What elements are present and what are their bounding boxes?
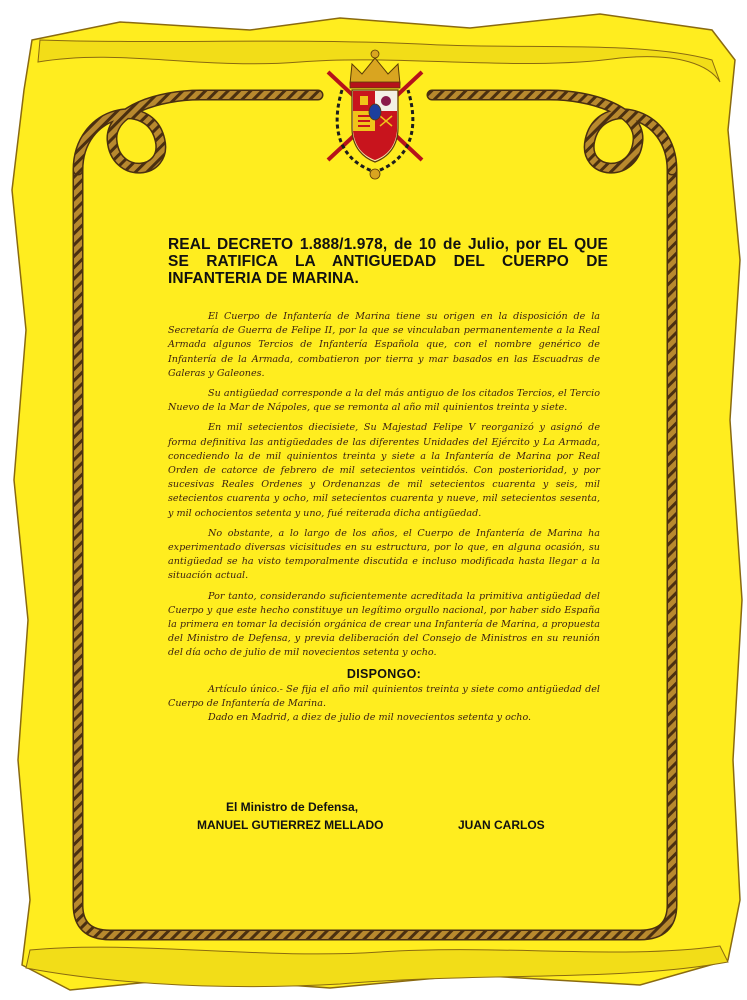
dispongo-heading: DISPONGO:: [346, 666, 422, 681]
decree-paragraph: El Cuerpo de Infantería de Marina tiene su origen en la disposición de la Secretaría de Guerra de Felipe II, por la que se vinculaban permanentemente a la Real Armada algunos Tercios de Infantería Española que, con el nombre genérico de Infantería de la Armada, combatieron por tierra y mar basados en las Escuadras de Galeras y Galeones.: [168, 311, 600, 379]
decree-title: REAL DECRETO 1.888/1.978, de 10 de Julio, por EL QUE SE RATIFICA LA ANTIGUEDAD DEL CUERPO DE INFANTERIA DE MARINA.: [168, 236, 608, 287]
minister-title: El Ministro de Defensa,: [226, 800, 359, 814]
king-signature: JUAN CARLOS: [458, 818, 545, 832]
decree-paragraph: No obstante, a lo largo de los años, el Cuerpo de Infantería de Marina ha experimentado diversas vicisitudes en su estructura, por lo que, en alguna ocasión, su antigüedad se ha visto temporalmente discutida e incluso modificada hasta llegar a la situación actual.: [168, 527, 600, 582]
decree-body: [168, 310, 600, 725]
minister-name: MANUEL GUTIERREZ MELLADO: [197, 818, 384, 832]
decree-paragraph: Por tanto, considerando suficientemente acreditada la primitiva antigüedad del Cuerpo y que este hecho constituye un legítimo orgullo nacional, por haber sido España la primera en tomar la decisión orgánica de crear una Infantería de Marina, a propuesta del Ministro de Defensa, y previa deliberación del Consejo de Ministros en su reunión del día ocho de julio de mil novecientos setenta y ocho.: [168, 590, 600, 659]
decree-paragraph: Su antigüedad corresponde a la del más antiguo de los citados Tercios, el Tercio Nuevo de la Mar de Nápoles, que se remonta al año mil quinientos treinta y siete.: [168, 388, 600, 414]
closing-line: Dado en Madrid, a diez de julio de mil novecientos setenta y ocho.: [208, 712, 532, 724]
decree-paragraph: En mil setecientos diecisiete, Su Majestad Felipe V reorganizó y asignó de forma definitiva las antigüedades de las diferentes Unidades del Ejército y La Armada, concediendo la de mil quinientos treinta y siete a la Infantería de Marina por Real Orden de catorce de febrero de mil setecientos veintidós. Con posterioridad, y por sucesivas Reales Ordenes y Ordenanzas de mil setecientos cuarenta y seis, mil setecientos cuarenta y ocho, mil setecientos cuarenta y nueve, mil setecientos sesenta, y mil ochocientos setenta y uno, fué reiterada dicha antigüedad.: [168, 422, 600, 519]
article-unico: Artículo único.- Se fija el año mil quinientos treinta y siete como antigüedad del Cuerpo de Infantería de Marina.: [168, 683, 600, 710]
